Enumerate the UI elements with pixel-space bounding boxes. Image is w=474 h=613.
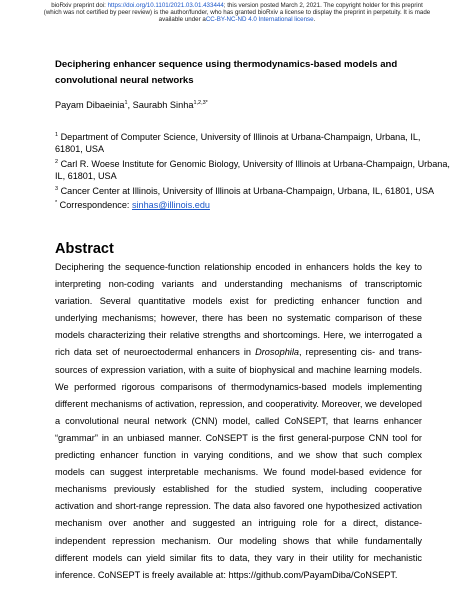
affiliation-item: $^1$ Department of Computer Science, University of Illinois at Urbana-Champaign, Urbana, IL, 61801, USA [55,132,421,155]
affiliation-item: $^2$ Carl R. Woese Institute for Genomic Biology, University of Illinois at Urbana-Champaign, Urbana, IL, 61801, USA [55,158,450,182]
correspondence: * Correspondence: sinhas@illinois.edu [55,200,210,211]
author-name: Payam Dibaeinia [55,100,125,111]
doi-link[interactable]: https://doi.org/10.1101/2021.03.01.433444 [107,2,224,9]
correspondence-email-link[interactable]: sinhas@illinois.edu [131,200,210,211]
header-line-2: (which was not certified by peer review) is the author/funder, who has granted bioRxiv a license to display the preprint in perpetuity. It is made [43,9,431,17]
author-name: Saurabh Sinha [132,100,194,111]
affiliation-item: $^3$ Cancer Center at Illinois, University of Illinois at Urbana-Champaign, Urbana, IL, 61801, USA [55,185,435,196]
license-link[interactable]: CC-BY-NC-ND 4.0 International license [205,16,314,24]
header-line-1: bioRxiv preprint doi: https://doi.org/10.1101/2021.03.01.433444; this version posted March 2, 2021. The copyright holder for this preprint [51,2,423,9]
affiliation-list [55,129,450,212]
header-line-3: available under aCC-BY-NC-ND 4.0 International license. [158,16,316,24]
preprint-header [0,2,474,24]
paper-title: Deciphering enhancer sequence using thermodynamics-based models and convolutional neural networks [55,59,398,86]
author-affiliation-mark: 1 [124,100,128,106]
species-name: Drosophila [255,347,299,358]
author-affiliation-mark: 1,2,3* [193,100,208,106]
abstract-body: Deciphering the sequence-function relationship encoded in enhancers holds the key to interpreting non-coding variants and understanding mechanisms of transcriptomic variation. Several quantitative models exist for predicting enhancer function and underlying mechanisms; however, there has been no systematic comparison of these models characterizing their relative strengths and shortcomings. Here, we interrogated a rich data set of neuroectodermal enhancers in Drosophila, representing cis- and trans- sources of expression variation, with a suite of biophysical and machine learning models. We performed rigorous comparisons of thermodynamics-based models implementing different mechanisms of activation, repression, and cooperativity. Moreover, we developed a convolutional neural network (CNN) model, called CoNSEPT, that learns enhancer “grammar” in an unbiased manner. CoNSEPT is the first general-purpose CNN tool for predicting enhancer function in varying conditions, and we show that such complex models can suggest interpretable mechanisms. We found model-based evidence for mechanisms previously established for the studied system, including cooperative activation and short-range repression. The data also favored one hypothesized activation mechanism over another and suggested an intriguing role for a direct, distance-independent repression mechanism. Our modeling shows that while fundamentally different models can yield similar fits to data, they vary in their utility for mechanistic inference. CoNSEPT is freely available at: https://github.com/PayamDiba/CoNSEPT. [55,262,422,580]
author-list: Payam Dibaeinia$^1$, Saurabh Sinha$^{1,2,3*}$ [55,100,208,111]
abstract-heading: Abstract [55,241,114,257]
